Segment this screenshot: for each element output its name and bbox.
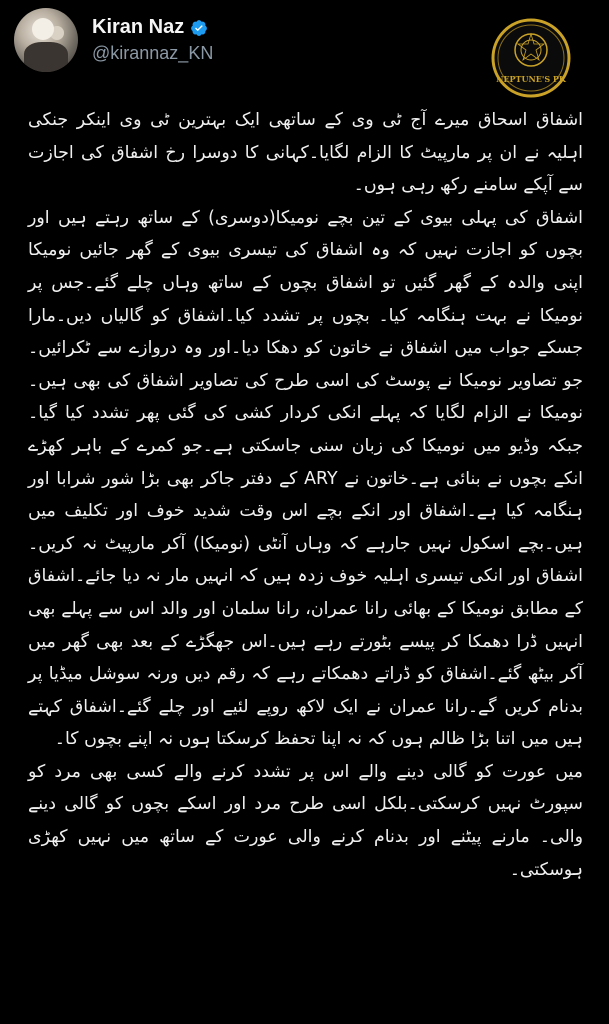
watermark-logo-icon [491,10,571,114]
post-paragraph-3: میں عورت کو گالی دینے والے اس پر تشدد کرنے والے کسی بھی مرد کو سپورٹ نہیں کرسکتی۔بلکل اسی طرح مرد اور اسکے بچوں کو گالی دینے والی۔ مارنے پیٹنے اور بدنام کرنے والی عورت کے ساتھ میں نہیں کھڑی ہوسکتی۔ [28,761,583,880]
post-header [14,8,213,72]
verified-badge-icon [190,19,208,37]
post-paragraph-2: اشفاق کی پہلی بیوی کے تین بچے نومیکا(دوسری) کے ساتھ رہتے ہیں اور بچوں کو اجازت نہیں کہ وہ اشفاق کی تیسری بیوی کے گھر جائیں نومیکا اپنی والدہ کے گھر گئیں تو اشفاق بچوں کے ساتھ وہاں چلے گئے۔جس پر نومیکا نے بہت ہنگامہ کیا۔ بچوں پر تشدد کیا۔اشفاق کو گالیاں دیں۔مارا جسکے جواب میں اشفاق نے خاتون کو دھکا دیا۔اور وہ دروازے سے ٹکرائیں۔جو تصاویر نومیکا نے پوسٹ کی اسی طرح کی تصاویر اشفاق کی بھی ہیں۔نومیکا نے الزام لگایا کہ پہلے انکی کردار کشی کی گئی پھر تشدد کیا گیا۔جبکہ وڈیو میں نومیکا کی زبان سنی جاسکتی ہے۔جو کمرے کے باہر کھڑے انکے بچوں نے بنائی ہے۔خاتون نے ARY کے دفتر جاکر بھی بڑا شور شرابا اور ہنگامہ کیا ہے۔اشفاق اور انکے بچے اس وقت شدید خوف اور تکلیف میں ہیں۔بچے اسکول نہیں جارہے کہ وہاں آنٹی (نومیکا) آکر مارپیٹ نہ کریں۔اشفاق اور انکی تیسری اہلیہ خوف زدہ ہیں کہ انہیں مار نہ دیا جائے۔اشفاق کے مطابق نومیکا کے بھائی رانا عمران، رانا سلمان اور والد اس سے پہلے بھی انہیں ڈرا دھمکا کر پیسے بٹورتے رہے ہیں۔اس جھگڑے کے بعد بھی گھر میں آکر بیٹھ گئے۔اشفاق کو ڈراتے دھمکاتے رہے کہ رقم دیں ورنہ سوشل میڈیا پر بدنام کریں گے۔رانا عمران نے ایک لاکھ روپے لئیے اور چلے گئے۔اشفاق کہتے ہیں میں اتنا بڑا ظالم ہوں کہ نہ اپنا تحفظ کرسکتا ہوں نہ اپنے بچوں کا۔ [28,207,583,750]
handle[interactable]: @kirannaz_KN [92,43,214,63]
avatar[interactable] [14,8,78,72]
svg-text:NEPTUNE'S PK: NEPTUNE'S PK [496,74,566,84]
author-block [92,16,213,64]
name-row [92,16,213,39]
post-body [28,104,583,886]
display-name[interactable]: Kiran Naz [92,16,185,38]
post-paragraph-1: اشفاق اسحاق میرے آج ٹی وی کے ساتھی ایک بہترین ٹی وی اینکر جنکی اہلیہ نے ان پر مارپیٹ کا الزام لگایا۔کہانی کا دوسرا رخ اشفاق کی اجازت سے آپکے سامنے رکھ رہی ہوں۔ [28,110,583,196]
